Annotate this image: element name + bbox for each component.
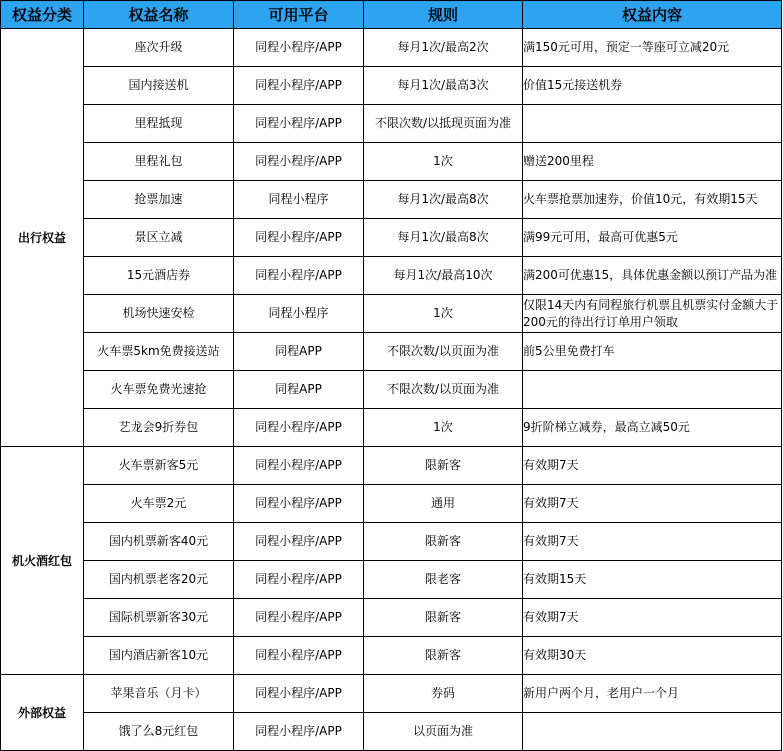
benefit-name-cell: 抢票加速 [84,181,234,219]
table-row [1,561,782,599]
rule-cell: 通用 [364,485,523,523]
platform-cell: 同程小程序/APP [234,29,364,67]
platform-cell: 同程小程序/APP [234,675,364,713]
benefit-name-cell: 饿了么8元红包 [84,713,234,751]
table-row [1,599,782,637]
content-cell: 赠送200里程 [523,143,782,181]
benefit-name-cell: 火车票免费光速抢 [84,371,234,409]
header-category: 权益分类 [1,1,84,29]
benefit-name-cell: 苹果音乐（月卡） [84,675,234,713]
content-cell: 满150元可用，预定一等座可立减20元 [523,29,782,67]
rule-cell: 1次 [364,143,523,181]
benefit-name-cell: 国内接送机 [84,67,234,105]
rule-cell: 1次 [364,295,523,333]
table-row [1,143,782,181]
platform-cell: 同程小程序/APP [234,485,364,523]
header-row [1,1,782,29]
content-cell: 有效期7天 [523,523,782,561]
benefit-name-cell: 国内酒店新客10元 [84,637,234,675]
benefit-name-cell: 里程礼包 [84,143,234,181]
rule-cell: 限新客 [364,523,523,561]
content-cell: 新用户两个月，老用户一个月 [523,675,782,713]
platform-cell: 同程小程序/APP [234,713,364,751]
rule-cell: 每月1次/最高10次 [364,257,523,295]
header-benefit-name: 权益名称 [84,1,234,29]
header-content: 权益内容 [523,1,782,29]
rule-cell: 每月1次/最高2次 [364,29,523,67]
benefit-name-cell: 国际机票新客30元 [84,599,234,637]
benefit-name-cell: 15元酒店券 [84,257,234,295]
rule-cell: 不限次数/以抵现页面为准 [364,105,523,143]
category-cell: 外部权益 [1,675,84,751]
platform-cell: 同程APP [234,333,364,371]
content-cell: 有效期15天 [523,561,782,599]
table-row [1,523,782,561]
table-row [1,485,782,523]
platform-cell: 同程小程序/APP [234,143,364,181]
rule-cell: 券码 [364,675,523,713]
content-cell [523,105,782,143]
table-row [1,447,782,485]
benefit-name-cell: 国内机票老客20元 [84,561,234,599]
content-cell: 有效期7天 [523,599,782,637]
table-row [1,409,782,447]
table-row [1,637,782,675]
benefit-name-cell: 座次升级 [84,29,234,67]
category-cell: 机火酒红包 [1,447,84,675]
content-cell: 满99元可用，最高可优惠5元 [523,219,782,257]
platform-cell: 同程小程序/APP [234,599,364,637]
platform-cell: 同程小程序/APP [234,561,364,599]
rule-cell: 每月1次/最高3次 [364,67,523,105]
platform-cell: 同程小程序/APP [234,409,364,447]
table-body [1,29,782,751]
rule-cell: 1次 [364,409,523,447]
platform-cell: 同程小程序/APP [234,523,364,561]
rule-cell: 不限次数/以页面为准 [364,371,523,409]
platform-cell: 同程小程序/APP [234,637,364,675]
content-cell: 有效期7天 [523,447,782,485]
benefit-name-cell: 里程抵现 [84,105,234,143]
content-cell: 仅限14天内有同程旅行机票且机票实付金额大于200元的待出行订单用户领取 [523,295,782,333]
content-cell [523,713,782,751]
header-rules: 规则 [364,1,523,29]
platform-cell: 同程小程序/APP [234,257,364,295]
benefit-name-cell: 火车票5km免费接送站 [84,333,234,371]
benefit-name-cell: 景区立减 [84,219,234,257]
benefit-name-cell: 机场快速安检 [84,295,234,333]
platform-cell: 同程小程序 [234,295,364,333]
table-row [1,675,782,713]
content-cell: 火车票抢票加速券，价值10元，有效期15天 [523,181,782,219]
rule-cell: 每月1次/最高8次 [364,181,523,219]
content-cell: 前5公里免费打车 [523,333,782,371]
rule-cell: 不限次数/以页面为准 [364,333,523,371]
table-row [1,29,782,67]
content-cell: 价值15元接送机券 [523,67,782,105]
platform-cell: 同程小程序/APP [234,219,364,257]
benefit-name-cell: 火车票2元 [84,485,234,523]
table-row [1,219,782,257]
platform-cell: 同程小程序/APP [234,67,364,105]
benefit-name-cell: 国内机票新客40元 [84,523,234,561]
benefit-name-cell: 艺龙会9折券包 [84,409,234,447]
table-row [1,371,782,409]
table-row [1,257,782,295]
table-row [1,67,782,105]
table-row [1,181,782,219]
content-cell: 9折阶梯立减券，最高立减50元 [523,409,782,447]
rule-cell: 限新客 [364,599,523,637]
table-row [1,713,782,751]
content-cell [523,371,782,409]
rule-cell: 以页面为准 [364,713,523,751]
content-cell: 有效期30天 [523,637,782,675]
benefit-name-cell: 火车票新客5元 [84,447,234,485]
rule-cell: 限老客 [364,561,523,599]
platform-cell: 同程小程序/APP [234,105,364,143]
table-row [1,295,782,333]
header-platform: 可用平台 [234,1,364,29]
platform-cell: 同程小程序/APP [234,447,364,485]
content-cell: 满200可优惠15，具体优惠金额以预订产品为准 [523,257,782,295]
platform-cell: 同程APP [234,371,364,409]
rule-cell: 每月1次/最高8次 [364,219,523,257]
content-cell: 有效期7天 [523,485,782,523]
table-row [1,105,782,143]
category-cell: 出行权益 [1,29,84,447]
table-row [1,333,782,371]
rule-cell: 限新客 [364,447,523,485]
rule-cell: 限新客 [364,637,523,675]
platform-cell: 同程小程序 [234,181,364,219]
